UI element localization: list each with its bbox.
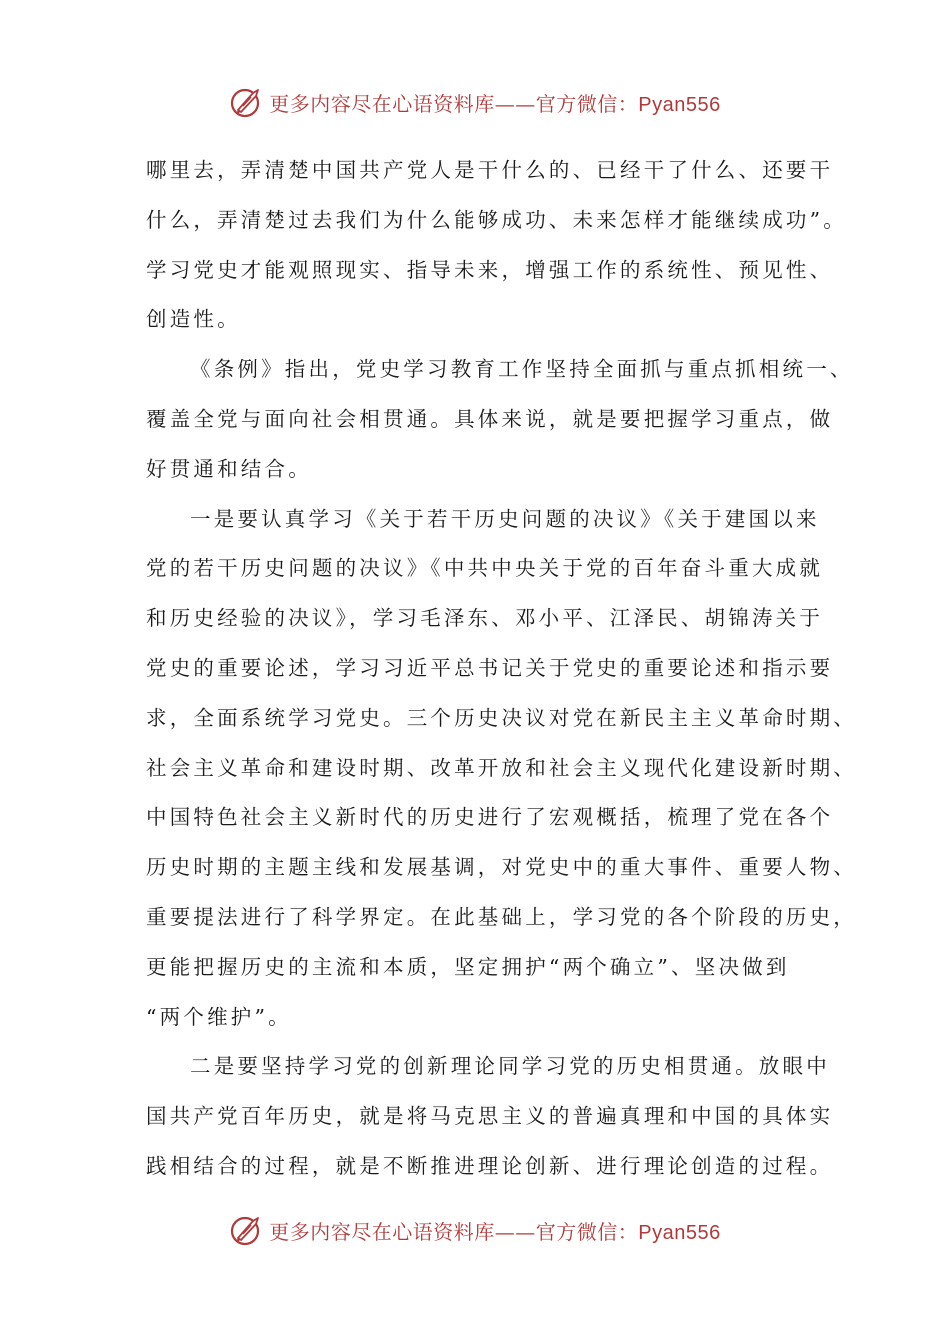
text-line: 覆盖全党与面向社会相贯通。具体来说，就是要把握学习重点，做	[146, 406, 834, 431]
banner-dash: ——	[494, 1219, 536, 1244]
text-line: 和历史经验的决议》，学习毛泽东、邓小平、江泽民、胡锦涛关于	[146, 606, 824, 631]
banner-wechat-id: Pyan556	[638, 93, 721, 116]
text-line: 国共产党百年历史，就是将马克思主义的普遍真理和中国的具体实	[146, 1104, 834, 1129]
text-line: 学习党史才能观照现实、指导未来，增强工作的系统性、预见性、	[146, 257, 834, 282]
footer-banner-content	[229, 1212, 720, 1248]
header-banner-text	[269, 88, 720, 117]
header-banner-content	[229, 84, 720, 120]
paragraph-first-line: 《条例》指出，党史学习教育工作坚持全面抓与重点抓相统一、	[190, 357, 854, 382]
text-line: 践相结合的过程，就是不断推进理论创新、进行理论创造的过程。	[146, 1153, 834, 1178]
banner-wechat-id: Pyan556	[638, 1221, 721, 1244]
paragraph-first-line: 一是要认真学习《关于若干历史问题的决议》《关于建国以来	[190, 506, 820, 531]
footer-banner-text	[269, 1216, 720, 1245]
pen-circle-icon	[229, 84, 265, 120]
text-line: 中国特色社会主义新时代的历史进行了宏观概括，梳理了党在各个	[146, 805, 834, 830]
text-line: 求，全面系统学习党史。三个历史决议对党在新民主主义革命时期、	[146, 705, 857, 730]
text-line: 创造性。	[146, 307, 241, 332]
text-line: 党史的重要论述，学习习近平总书记关于党史的重要论述和指示要	[146, 655, 834, 680]
banner-main-text: 更多内容尽在心语资料库	[269, 1219, 495, 1244]
text-line: 哪里去，弄清楚中国共产党人是干什么的、已经干了什么、还要干	[146, 158, 834, 182]
banner-dash: ——	[494, 91, 536, 116]
banner-wechat-label: 官方微信：	[535, 91, 639, 116]
pen-circle-icon	[229, 1212, 265, 1248]
text-line: 好贯通和结合。	[146, 456, 312, 481]
text-line: 社会主义革命和建设时期、改革开放和社会主义现代化建设新时期、	[146, 755, 857, 780]
text-line: “两个维护”。	[146, 1004, 292, 1029]
paragraph-first-line: 二是要坚持学习党的创新理论同学习党的历史相贯通。放眼中	[190, 1054, 830, 1079]
footer-banner	[0, 1208, 950, 1252]
header-banner	[0, 80, 950, 124]
banner-main-text: 更多内容尽在心语资料库	[269, 91, 495, 116]
text-line: 历史时期的主题主线和发展基调，对党史中的重大事件、重要人物、	[146, 855, 857, 880]
text-line: 党的若干历史问题的决议》《中共中央关于党的百年奋斗重大成就	[146, 556, 824, 581]
text-line: 什么，弄清楚过去我们为什么能够成功、未来怎样才能继续成功”。	[146, 207, 847, 232]
text-line: 更能把握历史的主流和本质，坚定拥护“两个确立”、坚决做到	[146, 954, 790, 979]
banner-wechat-label: 官方微信：	[535, 1219, 639, 1244]
document-body	[146, 146, 857, 1192]
text-line: 重要提法进行了科学界定。在此基础上，学习党的各个阶段的历史，	[146, 904, 857, 929]
